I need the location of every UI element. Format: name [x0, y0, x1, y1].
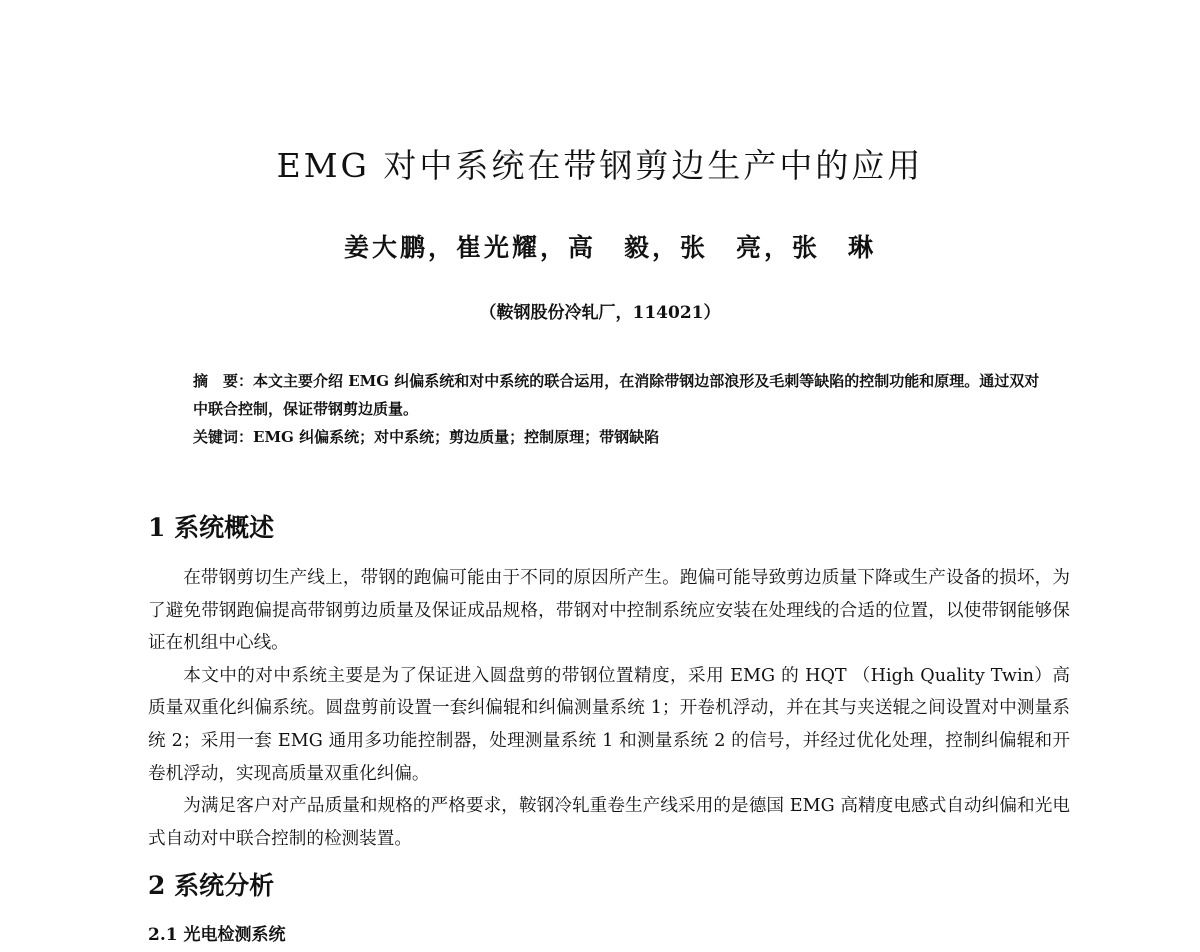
- abstract-label: 摘 要：: [193, 372, 254, 390]
- keywords-text: EMG 纠偏系统；对中系统；剪边质量；控制原理；带钢缺陷: [253, 428, 660, 446]
- body-paragraph: 在带钢剪切生产线上，带钢的跑偏可能由于不同的原因所产生。跑偏可能导致剪边质量下降或生产设备的损坏，为了避免带钢跑偏提高带钢剪边质量及保证成品规格，带钢对中控制系统应安装在处理线的合适的位置，以使带钢能够保证在机组中心线。: [148, 568, 1070, 654]
- paper-title: EMG 对中系统在带钢剪边生产中的应用: [276, 146, 924, 185]
- subsection-2-1-heading: 2.1 光电检测系统: [148, 925, 286, 945]
- keywords-label: 关键词：: [193, 428, 254, 446]
- abstract-text: 本文主要介绍 EMG 纠偏系统和对中系统的联合运用，在消除带钢边部浪形及毛刺等缺陷的控制功能和原理。通过双对中联合控制，保证带钢剪边质量。: [193, 372, 1040, 418]
- affiliation: （鞍钢股份冷轧厂，114021）: [479, 303, 721, 323]
- abstract-paragraph: [193, 367, 1043, 423]
- section-2-heading: 2 系统分析: [148, 871, 275, 900]
- body-paragraph: 为满足客户对产品质量和规格的严格要求，鞍钢冷轧重卷生产线采用的是德国 EMG 高精度电感式自动纠偏和光电式自动对中联合控制的检测装置。: [148, 796, 1070, 849]
- author-list: 姜大鹏，崔光耀，高 毅，张 亮，张 琳: [343, 233, 876, 262]
- section-1-body: [148, 562, 1070, 855]
- body-paragraph: 本文中的对中系统主要是为了保证进入圆盘剪的带钢位置精度，采用 EMG 的 HQT （High Quality Twin）高质量双重化纠偏系统。圆盘剪前设置一套纠偏辊和纠偏测量系统 1；开卷机浮动，并在其与夹送辊之间设置对中测量系统 2；采用一套 EMG 通用多功能控制器，处理测量系统 1 和测量系统 2 的信号，并经过优化处理，控制纠偏辊和开卷机浮动，实现高质量双重化纠偏。: [148, 665, 1070, 784]
- keywords-paragraph: [193, 423, 1043, 451]
- section-1-heading: 1 系统概述: [148, 513, 275, 542]
- abstract-block: [193, 367, 1043, 451]
